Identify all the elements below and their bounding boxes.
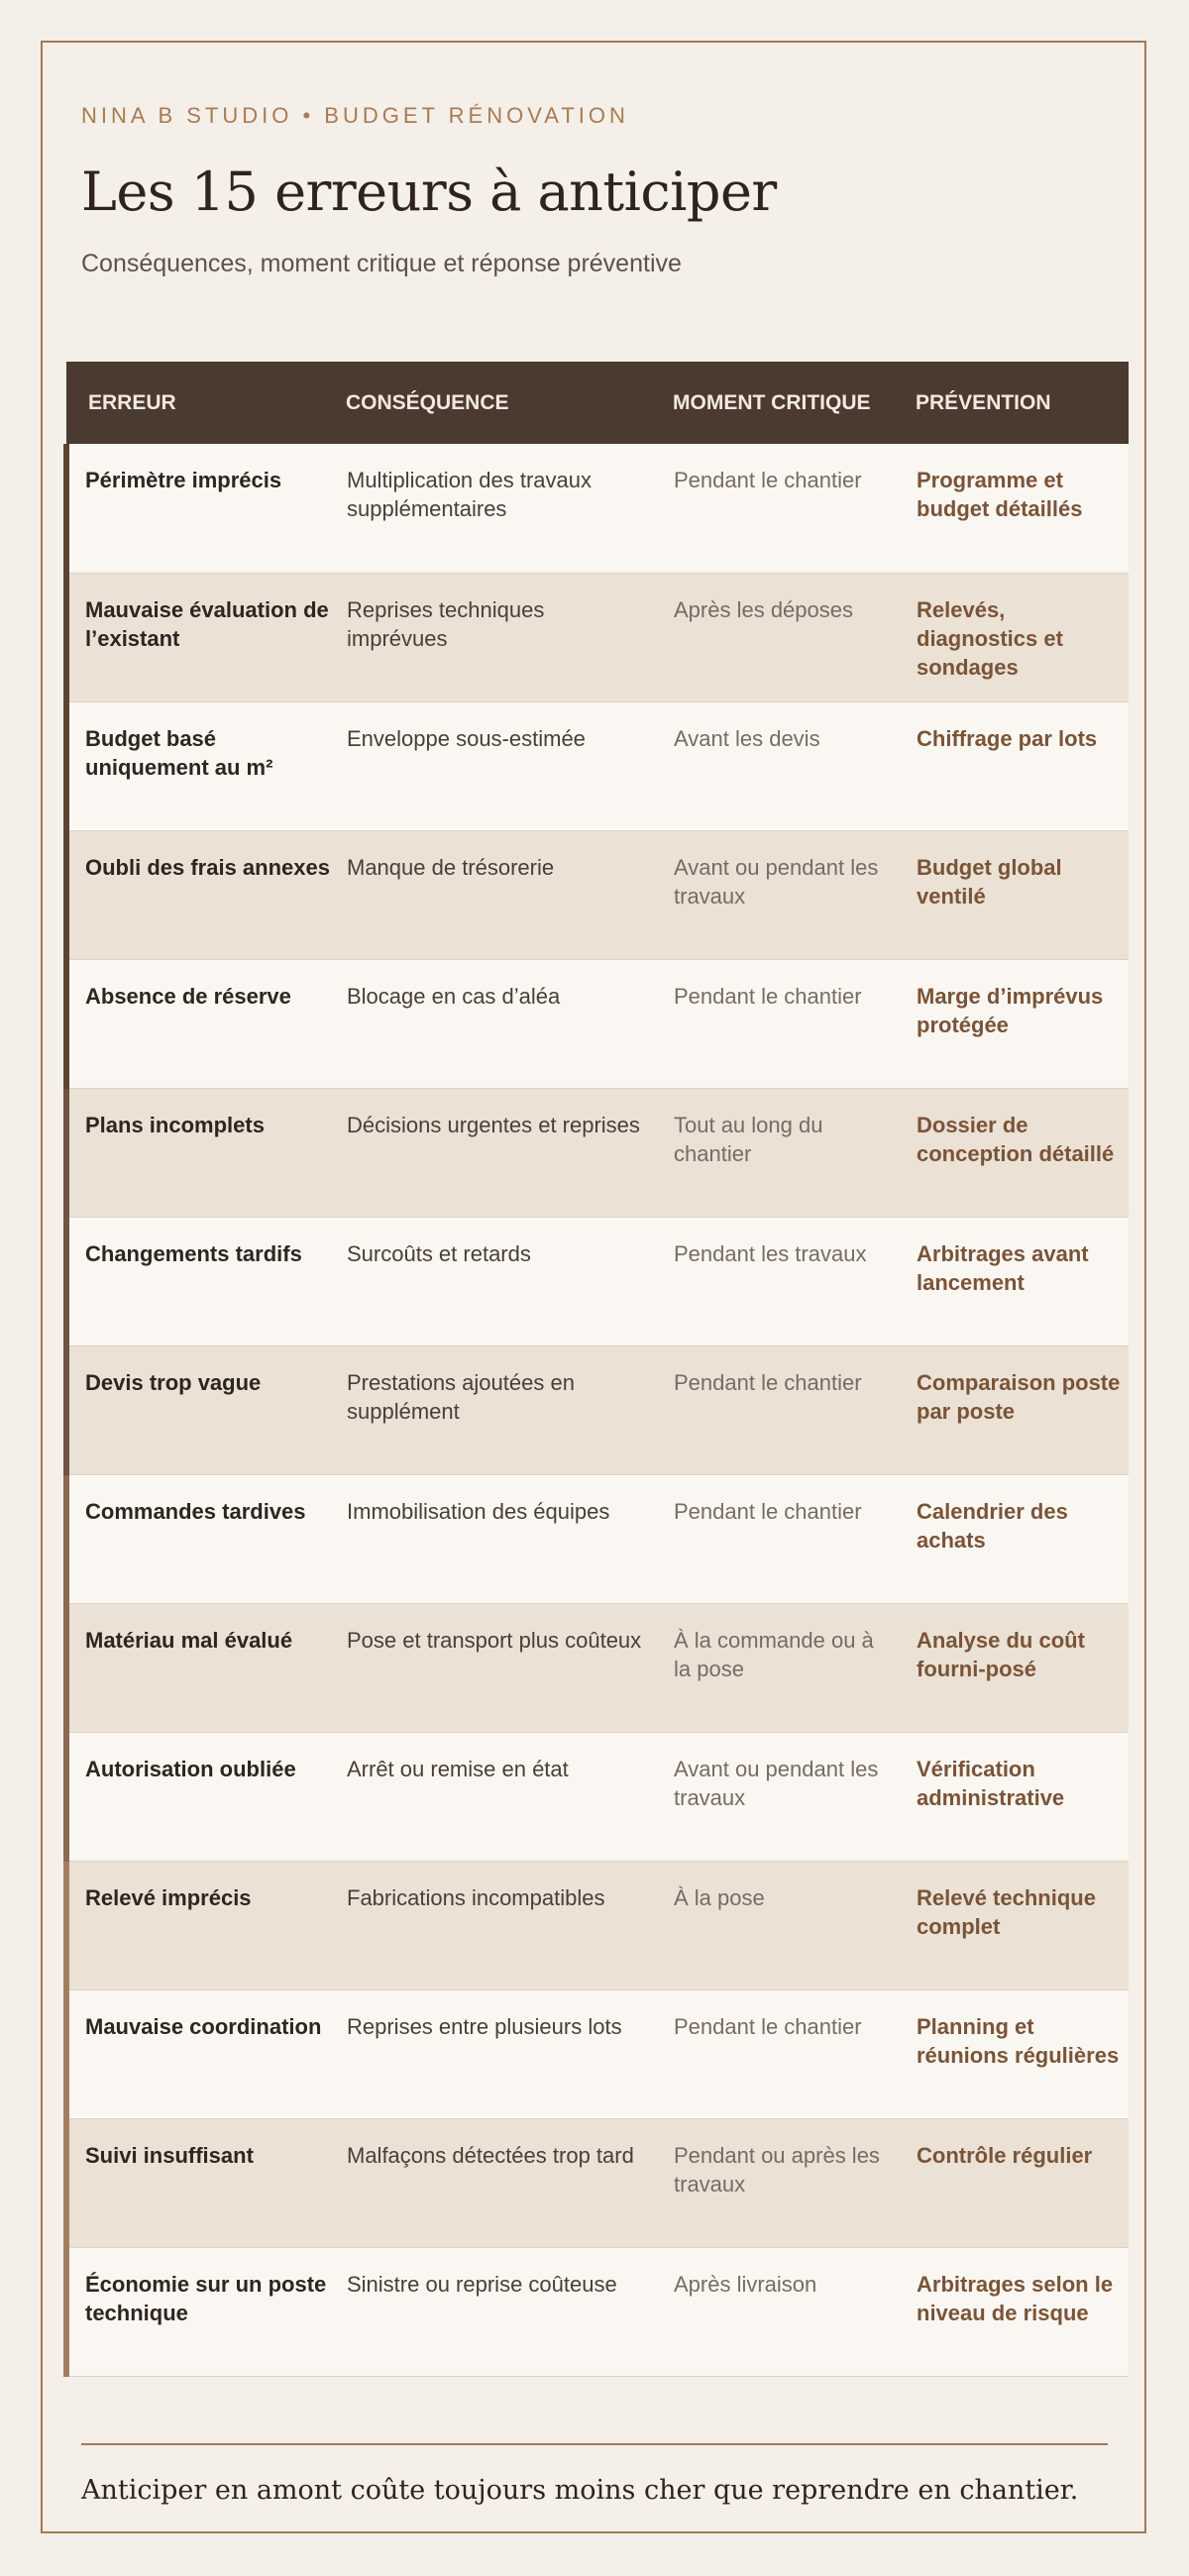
table-row bbox=[66, 830, 1129, 959]
cell-consequence: Décisions urgentes et reprises bbox=[346, 1088, 673, 1217]
cell-consequence: Malfaçons détectées trop tard bbox=[346, 2118, 673, 2247]
table-body bbox=[66, 444, 1129, 2376]
cell-moment: Pendant le chantier bbox=[673, 444, 916, 573]
cell-erreur: Plans incomplets bbox=[66, 1088, 346, 1217]
cell-moment: Tout au long du chantier bbox=[673, 1088, 916, 1217]
cell-moment: Avant ou pendant les travaux bbox=[673, 1732, 916, 1861]
table-row bbox=[66, 1732, 1129, 1861]
cell-erreur: Devis trop vague bbox=[66, 1345, 346, 1474]
cell-prevention: Arbitrages selon le niveau de risque bbox=[916, 2247, 1129, 2376]
cell-consequence: Reprises techniques imprévues bbox=[346, 573, 673, 701]
table-row bbox=[66, 2247, 1129, 2376]
cell-prevention: Vérification administrative bbox=[916, 1732, 1129, 1861]
cell-consequence: Manque de trésorerie bbox=[346, 830, 673, 959]
cell-moment: Après livraison bbox=[673, 2247, 916, 2376]
cell-erreur: Commandes tardives bbox=[66, 1474, 346, 1603]
cell-erreur: Budget basé uniquement au m² bbox=[66, 701, 346, 830]
cell-consequence: Immobilisation des équipes bbox=[346, 1474, 673, 1603]
cell-prevention: Relevés, diagnostics et sondages bbox=[916, 573, 1129, 701]
cell-consequence: Pose et transport plus coûteux bbox=[346, 1603, 673, 1732]
cell-moment: Pendant les travaux bbox=[673, 1217, 916, 1345]
cell-moment: Pendant le chantier bbox=[673, 1345, 916, 1474]
cell-moment: Avant ou pendant les travaux bbox=[673, 830, 916, 959]
table-header-row bbox=[66, 362, 1129, 444]
cell-prevention: Analyse du coût fourni-posé bbox=[916, 1603, 1129, 1732]
page-subtitle: Conséquences, moment critique et réponse préventive bbox=[81, 250, 682, 277]
cell-erreur: Absence de réserve bbox=[66, 959, 346, 1088]
cell-consequence: Enveloppe sous-estimée bbox=[346, 701, 673, 830]
cell-moment: Après les déposes bbox=[673, 573, 916, 701]
cell-moment: Pendant le chantier bbox=[673, 1474, 916, 1603]
cell-erreur: Changements tardifs bbox=[66, 1217, 346, 1345]
cell-prevention: Relevé technique complet bbox=[916, 1861, 1129, 1989]
column-header-prevention: PRÉVENTION bbox=[916, 390, 1051, 414]
errors-table bbox=[63, 362, 1129, 2377]
cell-consequence: Sinistre ou reprise coûteuse bbox=[346, 2247, 673, 2376]
cell-prevention: Marge d’imprévus protégée bbox=[916, 959, 1129, 1088]
table-header bbox=[66, 362, 1129, 444]
table-row bbox=[66, 1861, 1129, 1989]
page-title: Les 15 erreurs à anticiper bbox=[81, 161, 777, 223]
cell-prevention: Chiffrage par lots bbox=[916, 701, 1129, 830]
cell-moment: Pendant ou après les travaux bbox=[673, 2118, 916, 2247]
cell-prevention: Dossier de conception détaillé bbox=[916, 1088, 1129, 1217]
table-row bbox=[66, 959, 1129, 1088]
table-row bbox=[66, 701, 1129, 830]
cell-erreur: Relevé imprécis bbox=[66, 1861, 346, 1989]
cell-moment: Pendant le chantier bbox=[673, 959, 916, 1088]
cell-erreur: Oubli des frais annexes bbox=[66, 830, 346, 959]
cell-prevention: Programme et budget détaillés bbox=[916, 444, 1129, 573]
errors-table-container bbox=[63, 362, 1126, 2377]
brand-kicker: NINA B STUDIO • BUDGET RÉNOVATION bbox=[81, 103, 629, 128]
cell-prevention: Comparaison poste par poste bbox=[916, 1345, 1129, 1474]
table-row bbox=[66, 1345, 1129, 1474]
table-row bbox=[66, 1989, 1129, 2118]
cell-prevention: Arbitrages avant lancement bbox=[916, 1217, 1129, 1345]
cell-prevention: Budget global ventilé bbox=[916, 830, 1129, 959]
cell-erreur: Autorisation oubliée bbox=[66, 1732, 346, 1861]
cell-consequence: Fabrications incompatibles bbox=[346, 1861, 673, 1989]
cell-erreur: Matériau mal évalué bbox=[66, 1603, 346, 1732]
table-row bbox=[66, 573, 1129, 701]
table-row bbox=[66, 2118, 1129, 2247]
cell-erreur: Suivi insuffisant bbox=[66, 2118, 346, 2247]
cell-erreur: Économie sur un poste technique bbox=[66, 2247, 346, 2376]
cell-moment: Avant les devis bbox=[673, 701, 916, 830]
cell-prevention: Calendrier des achats bbox=[916, 1474, 1129, 1603]
cell-moment: Pendant le chantier bbox=[673, 1989, 916, 2118]
cell-prevention: Contrôle régulier bbox=[916, 2118, 1129, 2247]
cell-erreur: Mauvaise évaluation de l’existant bbox=[66, 573, 346, 701]
cell-moment: À la commande ou à la pose bbox=[673, 1603, 916, 1732]
column-header-consequence: CONSÉQUENCE bbox=[346, 390, 509, 414]
cell-consequence: Arrêt ou remise en état bbox=[346, 1732, 673, 1861]
table-row bbox=[66, 1088, 1129, 1217]
cell-prevention: Planning et réunions régulières bbox=[916, 1989, 1129, 2118]
cell-erreur: Mauvaise coordination bbox=[66, 1989, 346, 2118]
table-row bbox=[66, 1217, 1129, 1345]
footer-note: Anticiper en amont coûte toujours moins cher que reprendre en chantier. bbox=[81, 2475, 1079, 2506]
cell-consequence: Surcoûts et retards bbox=[346, 1217, 673, 1345]
table-row bbox=[66, 444, 1129, 573]
cell-consequence: Blocage en cas d’aléa bbox=[346, 959, 673, 1088]
cell-consequence: Reprises entre plusieurs lots bbox=[346, 1989, 673, 2118]
cell-erreur: Périmètre imprécis bbox=[66, 444, 346, 573]
column-header-moment: MOMENT CRITIQUE bbox=[673, 390, 871, 414]
cell-consequence: Multiplication des travaux supplémentaires bbox=[346, 444, 673, 573]
table-row bbox=[66, 1474, 1129, 1603]
cell-consequence: Prestations ajoutées en supplément bbox=[346, 1345, 673, 1474]
footer-divider bbox=[81, 2443, 1108, 2445]
column-header-erreur: ERREUR bbox=[88, 390, 176, 414]
table-row bbox=[66, 1603, 1129, 1732]
cell-moment: À la pose bbox=[673, 1861, 916, 1989]
